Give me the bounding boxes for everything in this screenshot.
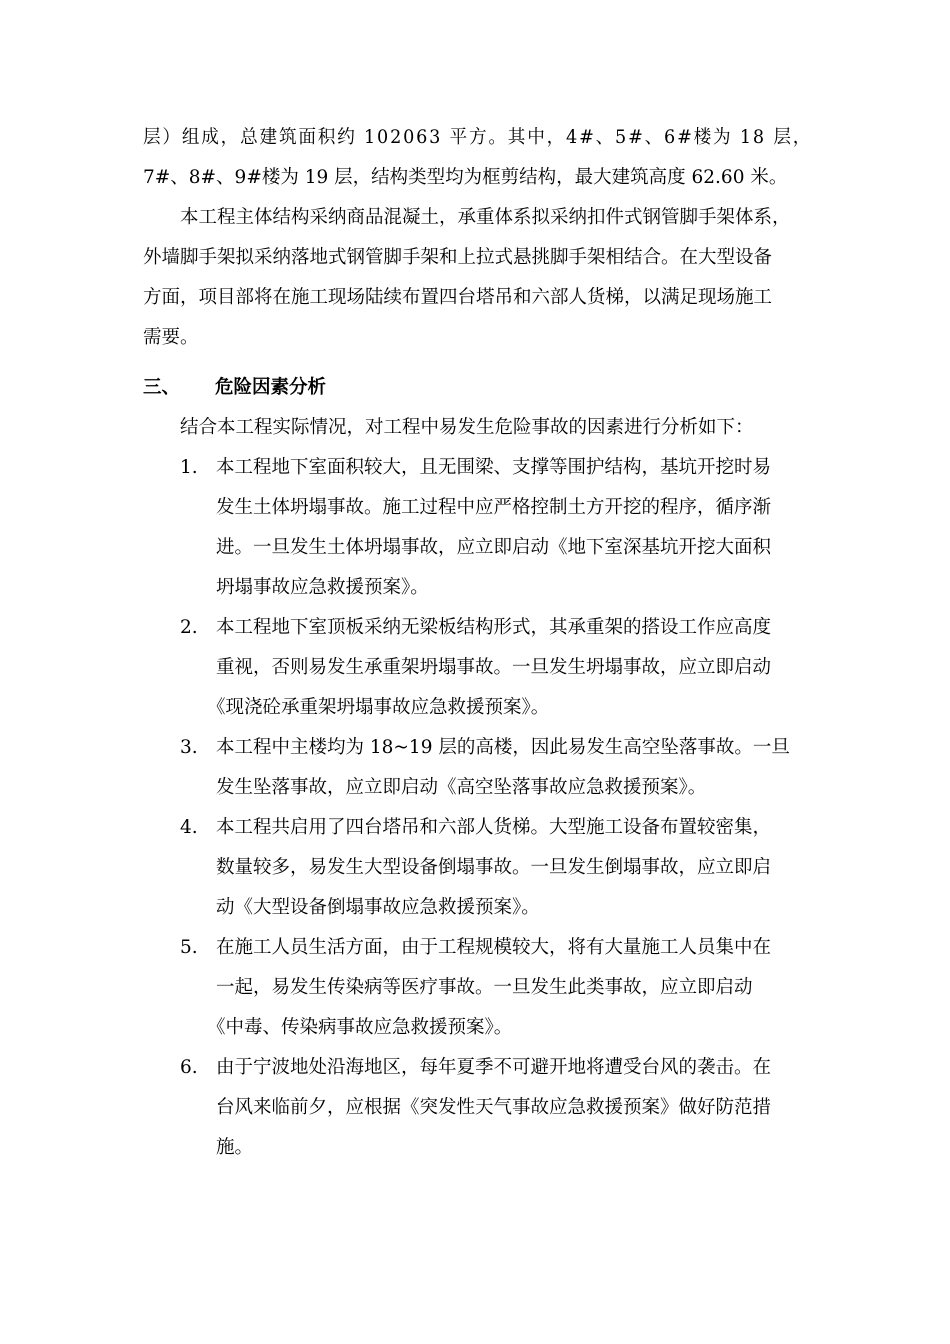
list-item-line: 本工程中主楼均为 18~19 层的高楼，因此易发生高空坠落事故。一旦	[216, 737, 790, 758]
section-lead: 结合本工程实际情况，对工程中易发生危险事故的因素进行分析如下：	[180, 417, 754, 438]
list-item-line: 《现浇砼承重架坍塌事故应急救援预案》。	[207, 697, 550, 718]
list-item-number: 6.	[180, 1057, 198, 1078]
list-item-line: 本工程地下室顶板采纳无梁板结构形式，其承重架的搭设工作应高度	[216, 617, 772, 638]
list-item-line: 数量较多，易发生大型设备倒塌事故。一旦发生倒塌事故，应立即启	[216, 857, 772, 878]
list-item-line: 坍塌事故应急救援预案》。	[216, 577, 429, 598]
list-item-line: 重视，否则易发生承重架坍塌事故。一旦发生坍塌事故，应立即启动	[216, 657, 772, 678]
list-item-line: 施。	[216, 1137, 254, 1158]
list-item-line: 台风来临前夕，应根据《突发性天气事故应急救援预案》做好防范措	[216, 1097, 772, 1118]
list-item-number: 1.	[180, 457, 198, 478]
list-item-line: 发生坠落事故，应立即启动《高空坠落事故应急救援预案》。	[216, 777, 707, 798]
intro-p1-line2: 7#、8#、9#楼为 19 层，结构类型均为框剪结构，最大建筑高度 62.60 米。	[143, 167, 788, 188]
list-item-line: 本工程地下室面积较大，且无围梁、支撑等围护结构，基坑开挖时易	[216, 457, 772, 478]
intro-p2-line2: 外墙脚手架拟采纳落地式钢管脚手架和上拉式悬挑脚手架相结合。在大型设备	[143, 247, 773, 268]
section-title: 危险因素分析	[215, 377, 327, 398]
list-item-line: 在施工人员生活方面，由于工程规模较大，将有大量施工人员集中在	[216, 937, 772, 958]
intro-p2-line3: 方面，项目部将在施工现场陆续布置四台塔吊和六部人货梯，以满足现场施工	[143, 287, 773, 308]
list-item-line: 进。一旦发生土体坍塌事故，应立即启动《地下室深基坑开挖大面积	[216, 537, 772, 558]
list-item-line: 本工程共启用了四台塔吊和六部人货梯。大型施工设备布置较密集，	[216, 817, 772, 838]
list-item-line: 动《大型设备倒塌事故应急救援预案》。	[216, 897, 540, 918]
intro-p1-line1: 层）组成，总建筑面积约 102063 平方。其中，4#、5#、6#楼为 18 层，	[143, 127, 813, 148]
list-item-number: 3.	[180, 737, 198, 758]
list-item-number: 2.	[180, 617, 198, 638]
section-number: 三、	[143, 377, 181, 398]
list-item-number: 5.	[180, 937, 198, 958]
list-item-line: 发生土体坍塌事故。施工过程中应严格控制土方开挖的程序，循序渐	[216, 497, 772, 518]
list-item-line: 《中毒、传染病事故应急救援预案》。	[207, 1017, 513, 1038]
intro-p2-line1: 本工程主体结构采纳商品混凝土，承重体系拟采纳扣件式钢管脚手架体系，	[180, 207, 791, 228]
list-item-line: 由于宁波地处沿海地区，每年夏季不可避开地将遭受台风的袭击。在	[216, 1057, 772, 1078]
list-item-line: 一起，易发生传染病等医疗事故。一旦发生此类事故，应立即启动	[216, 977, 753, 998]
intro-p2-line4: 需要。	[143, 327, 199, 348]
list-item-number: 4.	[180, 817, 198, 838]
